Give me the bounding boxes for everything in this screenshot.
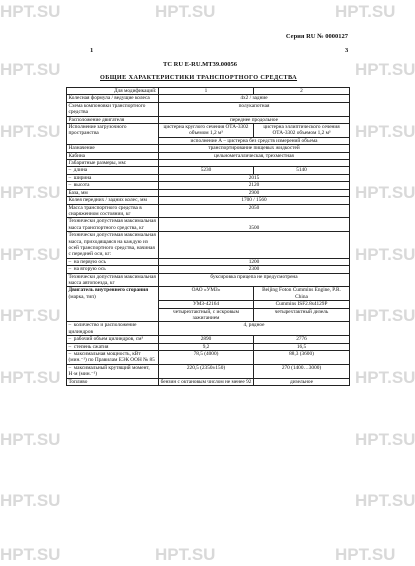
watermark-text: HPT.SU (355, 183, 415, 202)
table-row (67, 160, 350, 167)
table-row (67, 189, 350, 196)
watermark-text: HPT.SU (0, 545, 61, 564)
watermark-text: HPT.SU (0, 368, 61, 387)
watermark-text: HPT.SU (0, 491, 61, 510)
table-row (67, 116, 350, 123)
axle2-label: на вторую ось (73, 266, 106, 273)
length-mod2: 5140 (254, 167, 350, 174)
axle-mass-label: Технически допустимая максимальная масса, приходящаяся на каждую из осей транспортного средства, начиная с передней оси, кг: (67, 232, 159, 259)
table-row (67, 152, 350, 159)
engine-label-sub: (марка, тип) (68, 293, 96, 300)
mod1-header: 1 (159, 88, 254, 95)
table-row: – высота 2120 (67, 182, 350, 189)
cargo-mod2: цистерна эллиптического сечения ОТА-3302 объемом 1,2 м³ (254, 124, 350, 138)
table-row: – максимальная мощность, кВт (мин.⁻¹) по Правилам ЕЭК ООН № 85 78,5 (4000) 88,3 (3600) (67, 351, 350, 365)
engine-label: Двигатель внутреннего сгорания (68, 287, 149, 294)
torque-mod1: 220,5 (2350±150) (159, 364, 254, 378)
power-label: максимальная мощность, кВт (мин.⁻¹) по Правилам ЕЭК ООН № 85 (68, 351, 155, 364)
watermark-text: HPT.SU (335, 2, 396, 21)
mod2-header: 2 (254, 88, 350, 95)
train-mass-value: буксировка прицепа не предусмотрена (159, 273, 350, 287)
watermark-text: HPT.SU (0, 122, 61, 141)
width-label: ширина (73, 174, 92, 181)
watermark-text: HPT.SU (0, 245, 61, 264)
torque-label: максимальный крутящий момент, Н·м (мин.⁻¹) (68, 364, 150, 378)
watermark-text: HPT.SU (355, 430, 415, 449)
table-row (67, 197, 350, 204)
length-mod1: 5230 (159, 167, 254, 174)
layout-label: Схема компоновки транспортного средства (67, 102, 159, 116)
cylinders-value: 4, рядное (159, 322, 350, 336)
purpose-label: Назначение (67, 145, 159, 152)
length-label: длина (73, 167, 88, 174)
table-row: – степень сжатия 9,2 16,5 (67, 343, 350, 350)
watermark-text: HPT.SU (355, 368, 415, 387)
watermark-text: HPT.SU (355, 306, 415, 325)
fuel-label: Топливо (67, 378, 159, 385)
table-row (67, 218, 350, 232)
section-title: ОБЩИЕ ХАРАКТЕРИСТИКИ ТРАНСПОРТНОГО СРЕДСТВА (100, 74, 298, 81)
watermark-text: HPT.SU (0, 2, 61, 21)
track-value: 1700 / 1560 (159, 197, 350, 204)
purpose-value: транспортирование пищевых жидкостей (159, 145, 350, 152)
watermark-text: HPT.SU (0, 306, 61, 325)
watermark-text: HPT.SU (155, 545, 216, 564)
watermark-text: HPT.SU (0, 183, 61, 202)
volume-mod1: 2890 (159, 336, 254, 343)
table-row (67, 145, 350, 152)
spec-table (66, 87, 350, 386)
table-row (67, 102, 350, 116)
table-row (67, 88, 350, 95)
curb-mass-value: 2050 (159, 204, 350, 218)
table-row: – рабочий объем цилиндров, см³ 2890 2776 (67, 336, 350, 343)
max-mass-label: Технически допустимая максимальная масса транспортного средства, кг (67, 218, 159, 232)
cab-value: цельнометаллическая, трехместная (159, 152, 350, 159)
series-number: Серия RU № 0000127 (285, 33, 348, 40)
wheelbase-label: База, мм (67, 189, 159, 196)
modification-label: Для модификаций: (67, 88, 159, 95)
table-row (67, 124, 350, 138)
watermark-text: HPT.SU (335, 545, 396, 564)
max-mass-value: 3500 (159, 218, 350, 232)
table-row (67, 232, 350, 259)
page-number-left: 1 (90, 47, 94, 54)
watermark-text: HPT.SU (0, 60, 61, 79)
watermark-text: HPT.SU (355, 491, 415, 510)
watermark-text: HPT.SU (355, 60, 415, 79)
engine-type-mod1: четырехтактный, с искровым зажиганием (159, 308, 254, 322)
cargo-note: исполнение А – цистерна без средств измерений объема (159, 137, 350, 144)
wheel-formula-label: Колесная формула / ведущие колеса (67, 95, 159, 102)
track-label: Колея передних / задних колес, мм (67, 197, 159, 204)
power-mod2: 88,3 (3600) (254, 351, 350, 365)
engine-model-mod2: Cummins ISF2.8s4129P (254, 301, 350, 308)
table-row: – длина 5230 5140 (67, 167, 350, 174)
fuel-mod1: бензин с октановым числом не менее 92 (159, 378, 254, 385)
compression-mod2: 16,5 (254, 343, 350, 350)
axle2-value: 2300 (159, 266, 350, 273)
watermark-text: HPT.SU (355, 122, 415, 141)
cylinders-label: количество и расположение цилиндров (68, 322, 137, 335)
document-number: TC RU E-RU.MT39.00056 (162, 61, 238, 68)
cab-label: Кабина (67, 152, 159, 159)
layout-value: полукапотная (159, 102, 350, 116)
engine-location-label: Расположение двигателя (67, 116, 159, 123)
volume-mod2: 2776 (254, 336, 350, 343)
axle1-value: 1200 (159, 258, 350, 265)
table-row: – на первую ось 1200 (67, 258, 350, 265)
wheelbase-value: 2900 (159, 189, 350, 196)
engine-location-value: переднее продольное (159, 116, 350, 123)
engine-type-mod2: четырехтактный дизель (254, 308, 350, 322)
engine-model-mod1: УМЗ-42164 (159, 301, 254, 308)
table-row: – максимальный крутящий момент, Н·м (мин.⁻¹) 220,5 (2350±150) 270 (1400…3000) (67, 364, 350, 378)
height-label: высота (73, 182, 90, 189)
table-row (67, 204, 350, 218)
table-row: – ширина 2015 (67, 174, 350, 181)
table-row (67, 378, 350, 385)
table-row (67, 287, 350, 301)
page-number-right: 3 (345, 47, 349, 54)
curb-mass-label: Масса транспортного средства в снаряженном состоянии, кг (67, 204, 159, 218)
torque-mod2: 270 (1400…3000) (254, 364, 350, 378)
height-value: 2120 (159, 182, 350, 189)
volume-label: рабочий объем цилиндров, см³ (73, 336, 144, 343)
table-row: – на вторую ось 2300 (67, 266, 350, 273)
width-value: 2015 (159, 174, 350, 181)
compression-mod1: 9,2 (159, 343, 254, 350)
fuel-mod2: дизельное (254, 378, 350, 385)
table-row (67, 95, 350, 102)
cargo-mod1: цистерна круглого сечения ОТА-3302 объемом 1,2 м³ (159, 124, 254, 138)
watermark-text: HPT.SU (155, 2, 216, 21)
compression-label: степень сжатия (73, 343, 109, 350)
wheel-formula-value: 4x2 / задние (159, 95, 350, 102)
engine-maker-mod1: ОАО «УМЗ» (159, 287, 254, 301)
watermark-text: HPT.SU (355, 245, 415, 264)
power-mod1: 78,5 (4000) (159, 351, 254, 365)
table-row (67, 273, 350, 287)
watermark-text: HPT.SU (0, 430, 61, 449)
table-row: – количество и расположение цилиндров 4, рядное (67, 322, 350, 336)
cargo-label: Исполнение загрузочного пространства (67, 124, 159, 145)
engine-maker-mod2: Beijing Foton Cummins Engine, P.R. China (254, 287, 350, 301)
train-mass-label: Технически допустимая максимальная масса автопоезда, кг (67, 273, 159, 287)
dimensions-label: Габаритные размеры, мм: (67, 160, 159, 167)
axle1-label: на первую ось (73, 258, 106, 265)
